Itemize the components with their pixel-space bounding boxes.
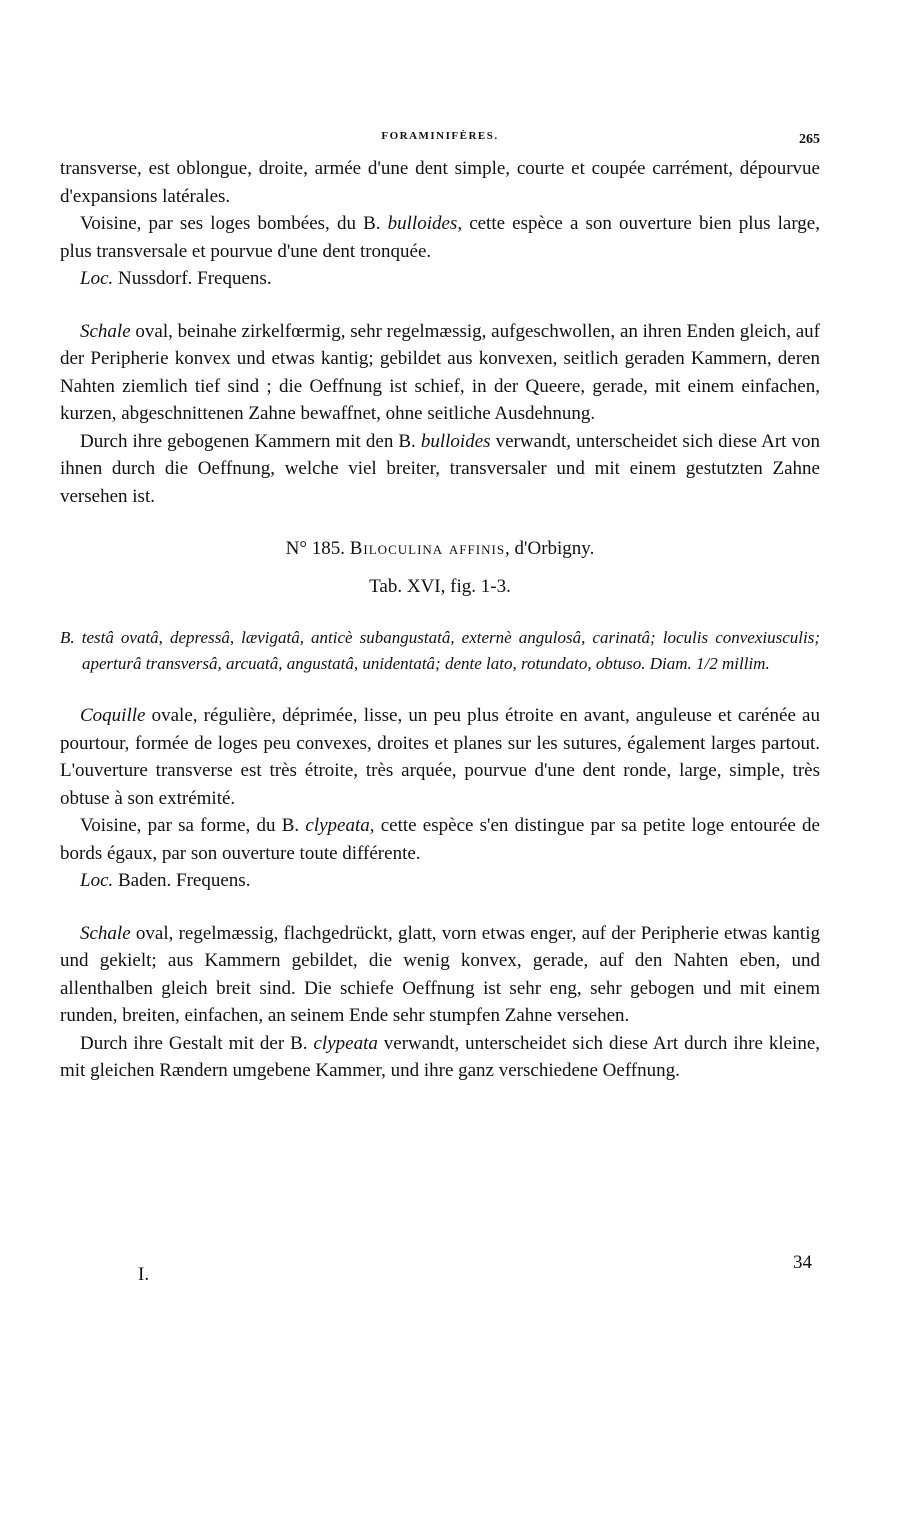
- species-name: bulloides: [420, 430, 491, 452]
- paragraph-description-fr: [60, 702, 820, 812]
- paragraph-comparison-fr-2: [60, 812, 820, 867]
- text-run: , cette espèce a son ouverture bien plus large, plus transversale et pourvue d'une dent tronquée.: [60, 213, 820, 262]
- text-run: oval, beinahe zirkelfœrmig, sehr regelmæssig, aufgeschwollen, an ihren Enden gleich, auf der Peripherie konvex und etwas kantig; gebildet aus konvexen, seitlich geraden Kammern, deren Nahten ziemlich tief sind ; die Oeffnung ist schief, in der Queere, gerade, mit einem einfachen, kurzen, abgeschnittenen Zahne bewaffnet, ohne seitliche Ausdehnung.: [60, 320, 820, 424]
- text-run: verwandt, unterscheidet sich diese Art durch ihre kleine, mit gleichen Rændern umgebene Kammer, und ihre ganz verschiedene Oeffnung.: [60, 1032, 820, 1081]
- lead-word: Schale: [80, 320, 131, 342]
- running-head: FORAMINIFÈRES.: [381, 130, 499, 142]
- paragraph-locality: [60, 265, 820, 293]
- paragraph-description-de-2: [60, 920, 820, 1030]
- page-number: 265: [799, 132, 820, 147]
- text-run: Voisine, par ses loges bombées, du B.: [80, 213, 388, 234]
- signature-mark: I.: [138, 1264, 150, 1285]
- lead-word: Coquille: [80, 705, 146, 726]
- latin-text: B. testâ ovatâ, depressâ, lævigatâ, anticè subangustatâ, externè angulosâ, carinatâ; loculis convexiusculis; aperturâ transversâ, arcuatâ, angustatâ, unidentatâ; dente lato, rotundato, obtuso. Diam. 1/2 millim.: [60, 628, 820, 673]
- plate-reference: Tab. XVI, fig. 1-3.: [369, 575, 511, 597]
- paragraph-comparison-de: [60, 428, 820, 511]
- text-run: verwandt, unterscheidet sich diese Art von ihnen durch die Oeffnung, welche viel breiter, transversaler und mit einem gestutzten Zahne versehen ist.: [60, 430, 820, 507]
- paragraph-continued-description: transverse, est oblongue, droite, armée d'une dent simple, courte et coupée carrément, dépourvue d'expansions latérales.: [60, 158, 820, 207]
- text-run: Durch ihre Gestalt mit der B.: [80, 1032, 314, 1054]
- page-footer: [60, 1252, 820, 1285]
- lead-word: Schale: [80, 922, 131, 944]
- text-run: oval, regelmæssig, flachgedrückt, glatt, vorn etwas enger, auf der Peripherie etwas kantig und gekielt; aus Kammern gebildet, die wenig konvex, gerade, auf den Nahten eben, und allenthalben gleich breit sind. Die schiefe Oeffnung ist sehr eng, sehr gebogen und mit einem runden, breiten, einfachen, an seinem Ende sehr stumpfen Zahne versehen.: [60, 922, 820, 1026]
- page-header: [60, 130, 820, 150]
- species-title: Biloculina affinis: [349, 538, 506, 559]
- paragraph-comparison-de-2: [60, 1030, 820, 1085]
- paragraph-description-de: [60, 318, 820, 428]
- locality-text: Nussdorf. Frequens.: [113, 268, 272, 289]
- sheet-number: 34: [793, 1252, 812, 1273]
- latin-diagnosis: [60, 625, 820, 677]
- text-run: , cette espèce s'en distingue par sa petite loge entourée de bords égaux, par son ouverture toute différente.: [60, 815, 820, 864]
- text-run: ovale, régulière, déprimée, lisse, un peu plus étroite en avant, anguleuse et carénée au pourtour, formée de loges peu convexes, droites et planes sur les sutures, également larges partout. L'ouverture transverse est très étroite, très arquée, pourvue d'une dent ronde, large, simple, très obtuse à son extrémité.: [60, 705, 820, 809]
- species-name: bulloides: [387, 213, 458, 234]
- species-number: N° 185.: [285, 538, 350, 559]
- text-run: Durch ihre gebogenen Kammern mit den B.: [80, 430, 421, 452]
- species-name: clypeata: [313, 1032, 378, 1054]
- paragraph-locality-2: [60, 867, 820, 895]
- species-heading: [60, 535, 820, 563]
- species-author: , d'Orbigny.: [505, 538, 595, 559]
- locality-text: Baden. Frequens.: [113, 870, 251, 891]
- page-body: [60, 155, 820, 1085]
- paragraph-comparison-fr: [60, 210, 820, 265]
- locality-label: Loc.: [80, 268, 114, 289]
- locality-label: Loc.: [80, 870, 114, 891]
- species-name: clypeata: [305, 815, 370, 836]
- text-run: Voisine, par sa forme, du B.: [80, 815, 306, 836]
